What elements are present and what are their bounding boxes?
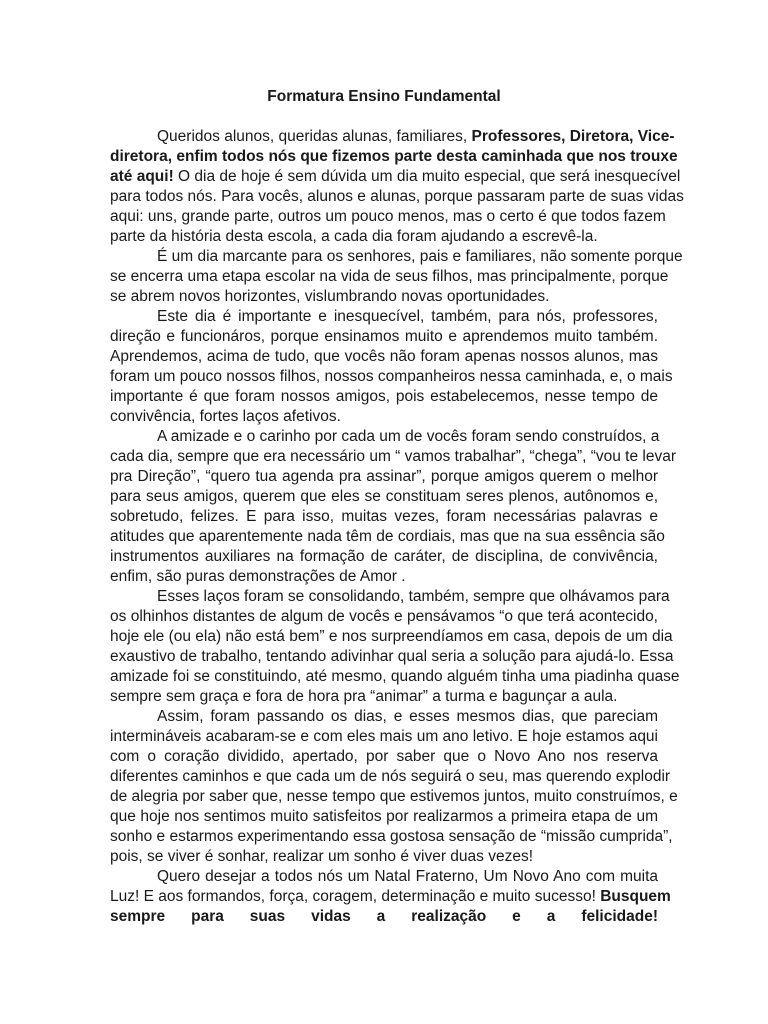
text-line (110, 847, 658, 867)
text-line (110, 787, 678, 807)
text-line (110, 207, 666, 227)
text-line (110, 807, 658, 827)
text-line (157, 127, 675, 147)
text-line (110, 887, 671, 907)
text-line (110, 647, 674, 667)
text-line (110, 907, 658, 927)
text-line (110, 767, 671, 787)
text-line (110, 687, 658, 707)
text-run: sobretudo, felizes. E para isso, muitas vezes, foram necessárias palavras e (110, 508, 658, 525)
text-run: É um dia marcante para os senhores, pais e familiares, não somente porque (157, 248, 683, 265)
text-line (110, 467, 658, 487)
text-line (157, 307, 658, 327)
text-run: parte da história desta escola, a cada dia foram ajudando a escrevê-la. (110, 228, 598, 245)
text-run: convivência, fortes laços afetivos. (110, 408, 341, 425)
text-run: exaustivo de trabalho, tentando adivinhar qual seria a solução para ajudá-lo. Essa (110, 648, 674, 665)
text-line (157, 867, 658, 887)
text-run: A amizade e o carinho por cada um de vocês foram sendo construídos, a (157, 428, 660, 445)
text-run: se encerra uma etapa escolar na vida de seus filhos, mas principalmente, porque (110, 268, 669, 285)
text-run: de alegria por saber que, nesse tempo que estivemos juntos, muito construímos, e (110, 788, 678, 805)
text-run: Este dia é importante e inesquecível, também, para nós, professores, (157, 308, 658, 325)
text-run: direção e funcionáros, porque ensinamos muito e aprendemos muito também. (110, 328, 658, 345)
text-run: aqui: uns, grande parte, outros um pouco menos, mas o certo é que todos fazem (110, 208, 666, 225)
text-run: diferentes caminhos e que cada um de nós seguirá o seu, mas querendo explodir (110, 768, 671, 785)
text-run: pra Direção”, “quero tua agenda pra assinar”, porque amigos querem o melhor (110, 468, 658, 485)
text-line (110, 747, 658, 767)
text-line (110, 507, 658, 527)
text-line (157, 427, 658, 447)
text-run: amizade foi se constituindo, até mesmo, quando alguém tinha uma piadinha quase (110, 668, 680, 685)
text-run: se abrem novos horizontes, vislumbrando novas oportunidades. (110, 288, 550, 305)
text-run: cada dia, sempre que era necessário um “ vamos trabalhar”, “chega”, “vou te levar (110, 448, 677, 465)
text-line (110, 187, 684, 207)
text-run: instrumentos auxiliares na formação de caráter, de disciplina, de convivência, (110, 548, 658, 565)
text-line (110, 527, 665, 547)
text-line (110, 407, 658, 427)
text-run: Esses laços foram se consolidando, também, sempre que olhávamos para (157, 588, 670, 605)
text-run: sempre sem graça e fora de hora pra “animar” a turma e bagunçar a aula. (110, 688, 618, 705)
text-run: que hoje nos sentimos muito satisfeitos por realizarmos a primeira etapa de um (110, 808, 658, 825)
bold-text: diretora, enfim todos nós que fizemos parte desta caminhada que nos trouxe (110, 148, 678, 165)
document-title: Formatura Ensino Fundamental (267, 88, 501, 105)
bold-text: até aqui! (110, 168, 174, 185)
text-line (110, 227, 658, 247)
text-line (110, 327, 658, 347)
text-run: Aprendemos, acima de tudo, que vocês não foram apenas nossos alunos, mas (110, 348, 658, 365)
text-line (110, 667, 680, 687)
text-run: para todos nós. Para vocês, alunos e alunas, porque passaram parte de suas vidas (110, 188, 684, 205)
text-line (110, 147, 678, 167)
text-run: atitudes que aparentemente nada têm de cordiais, mas que na sua essência são (110, 528, 665, 545)
text-run: intermináveis acabaram-se e com eles mais um ano letivo. E hoje estamos aqui (110, 728, 658, 745)
text-line (110, 167, 681, 187)
text-line (157, 587, 670, 607)
text-line (110, 447, 677, 467)
text-line (110, 287, 658, 307)
text-run: com o coração dividido, apertado, por saber que o Novo Ano nos reserva (110, 748, 658, 765)
text-line (110, 727, 658, 747)
text-line (157, 707, 658, 727)
bold-text: sempre para suas vidas a realização e a felicidade! (110, 908, 658, 925)
text-line (110, 347, 658, 367)
bold-text: Professores, Diretora, Vice- (471, 128, 675, 145)
text-run: hoje ele (ou ela) não está bem” e nos surpreendíamos em casa, depois de um dia (110, 628, 673, 645)
text-line (110, 627, 673, 647)
text-line (110, 387, 658, 407)
text-run: Quero desejar a todos nós um Natal Fraterno, Um Novo Ano com muita (157, 868, 658, 885)
text-run: os olhinhos distantes de algum de vocês e pensávamos “o que terá acontecido, (110, 608, 658, 625)
text-line (110, 367, 673, 387)
text-run: Assim, foram passando os dias, e esses mesmos dias, que pareciam (157, 708, 658, 725)
text-line (110, 487, 658, 507)
text-run: Queridos alunos, queridas alunas, familiares, (157, 128, 472, 145)
text-line (110, 267, 669, 287)
text-line (110, 547, 658, 567)
text-run: enfim, são puras demonstrações de Amor . (110, 568, 406, 585)
text-line (110, 567, 658, 587)
bold-text: Busquem (600, 888, 671, 905)
text-run: Luz! E aos formandos, força, coragem, determinação e muito sucesso! (110, 888, 601, 905)
text-line (110, 827, 673, 847)
text-line (110, 607, 658, 627)
text-run: O dia de hoje é sem dúvida um dia muito especial, que será inesquecível (173, 168, 681, 185)
text-run: foram um pouco nossos filhos, nossos companheiros nessa caminhada, e, o mais (110, 368, 673, 385)
text-line (157, 247, 683, 267)
text-run: importante é que foram nossos amigos, pois estabelecemos, nesse tempo de (110, 388, 658, 405)
text-run: para seus amigos, querem que eles se constituam seres plenos, autônomos e, (110, 488, 658, 505)
text-run: sonho e estarmos experimentando essa gostosa sensação de “missão cumprida”, (110, 828, 673, 845)
text-run: pois, se viver é sonhar, realizar um sonho é viver duas vezes! (110, 848, 534, 865)
